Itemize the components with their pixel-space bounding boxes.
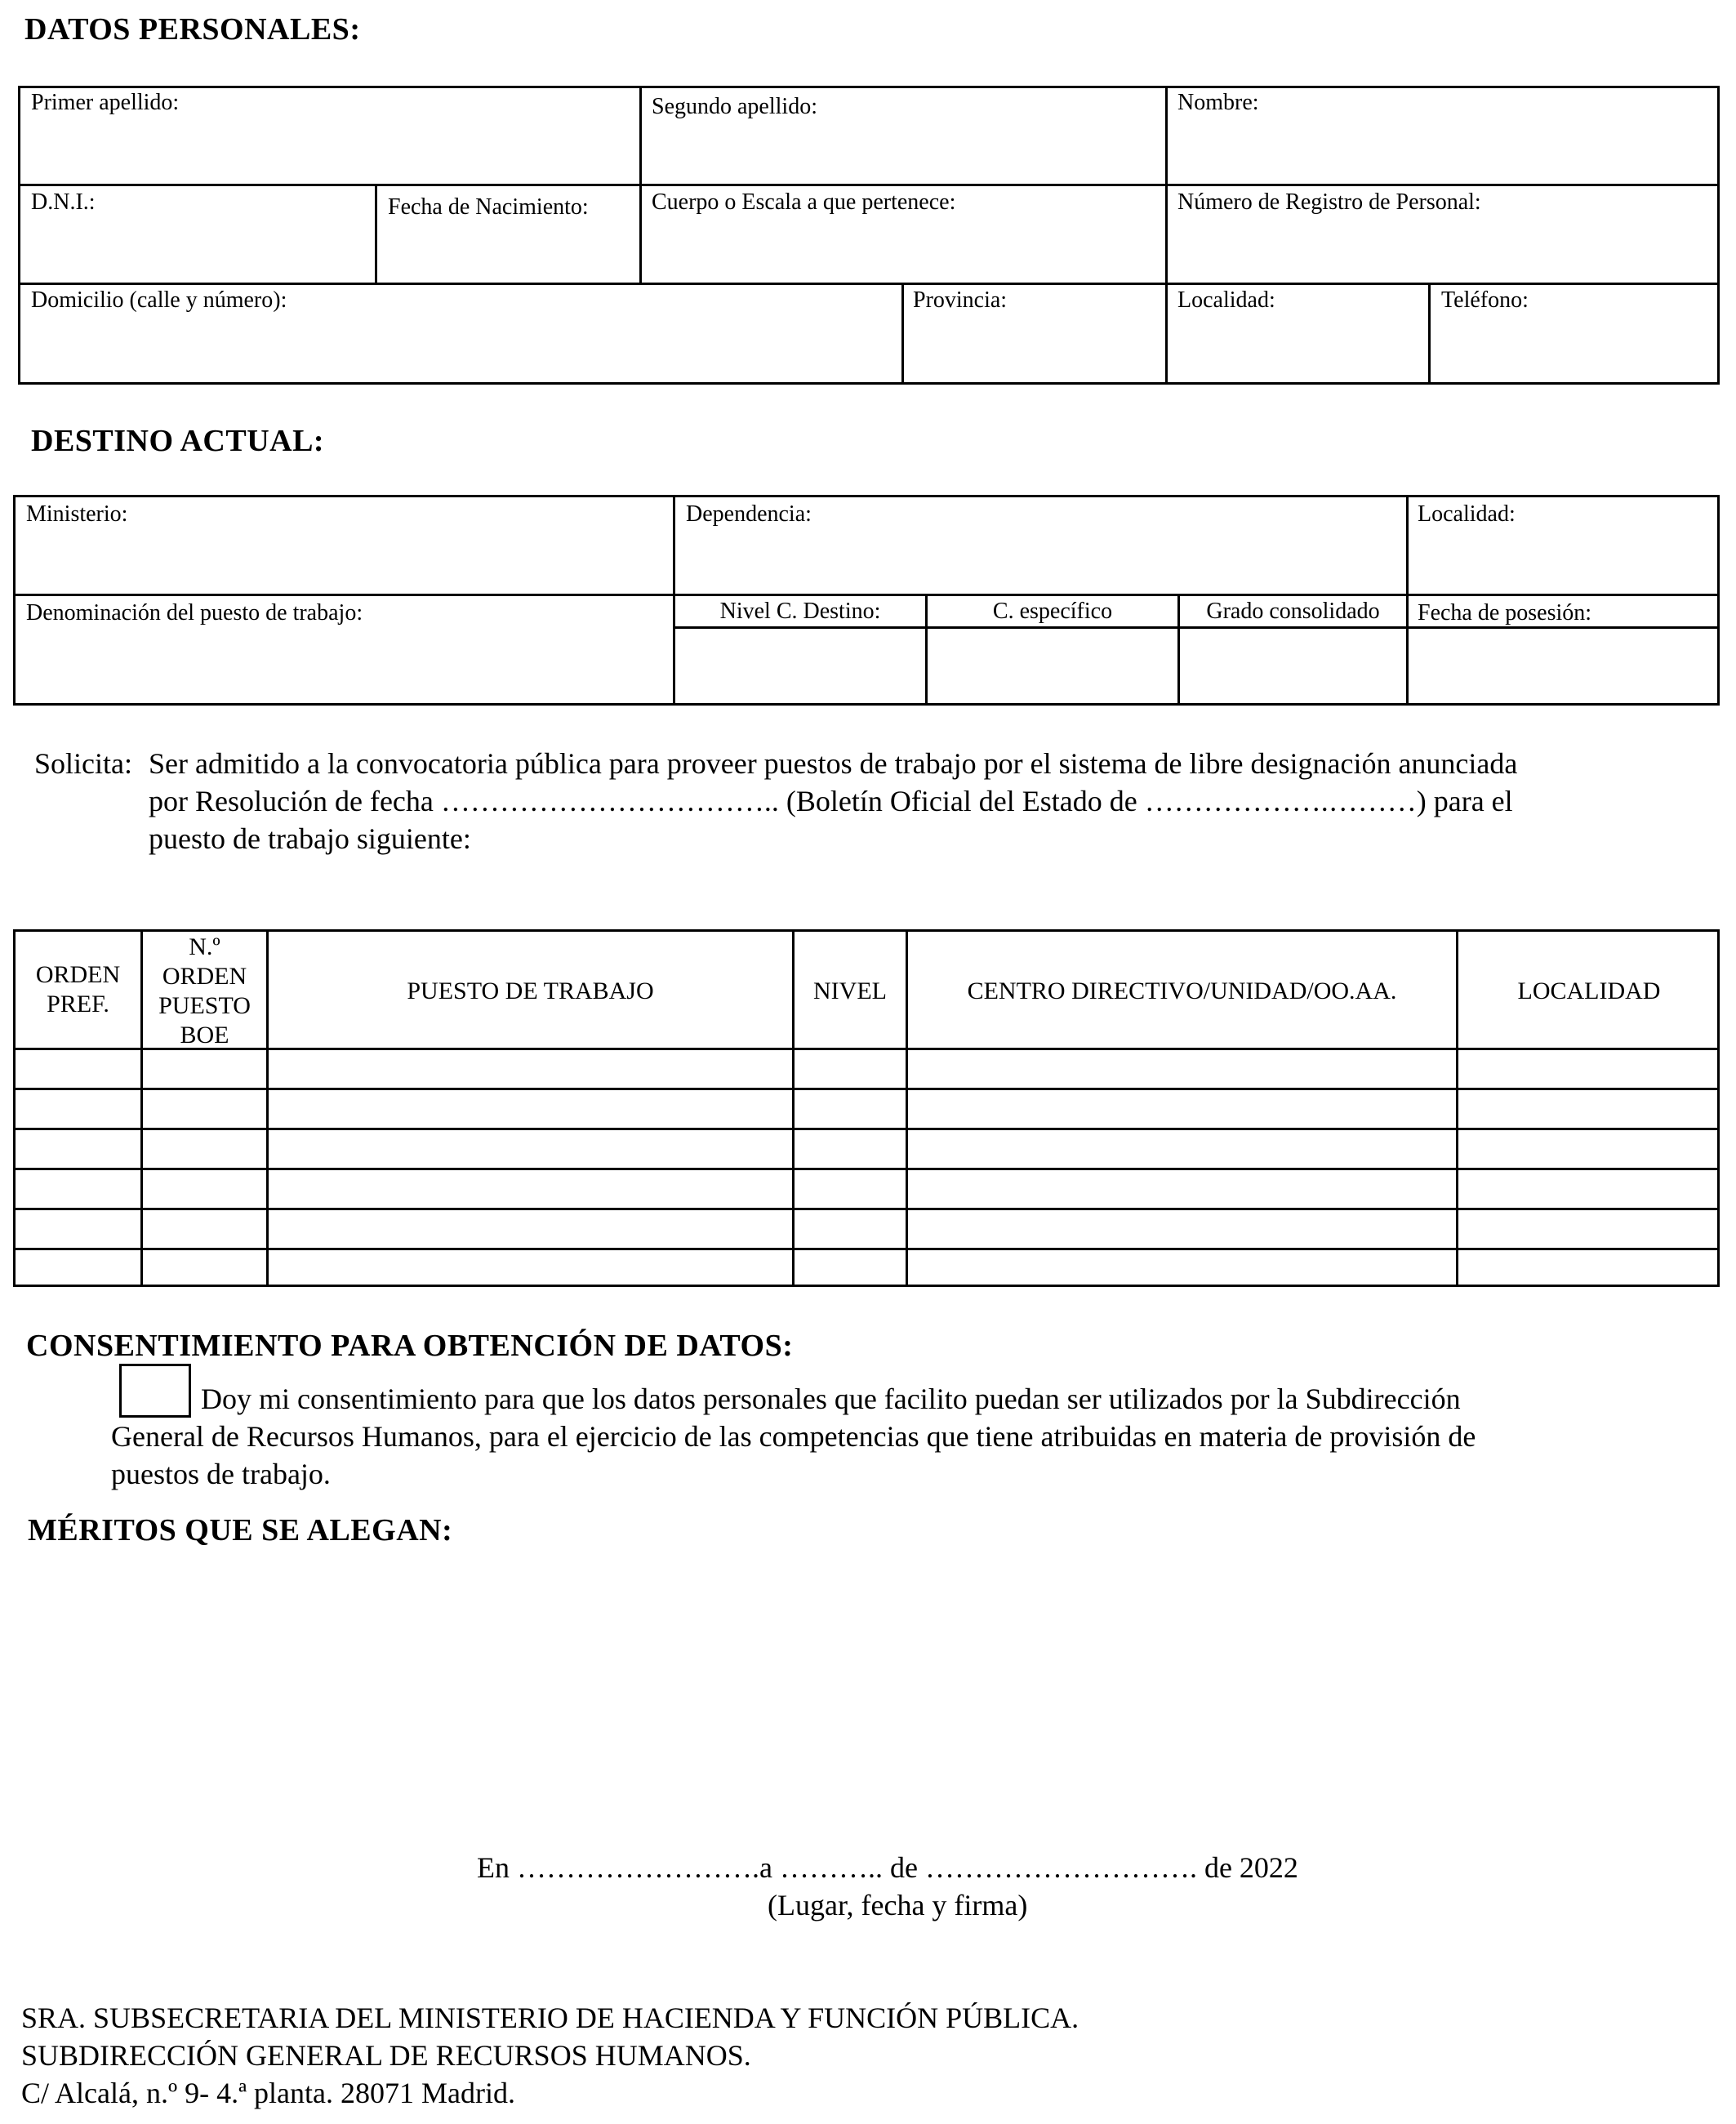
telefono-field[interactable]: Teléfono: [1441,287,1529,313]
cuerpo-escala-field[interactable]: Cuerpo o Escala a que pertenece: [652,189,956,215]
segundo-apellido-field[interactable]: Segundo apellido: [652,94,817,119]
meritos-heading: MÉRITOS QUE SE ALEGAN: [28,1513,453,1547]
col-divider [1428,283,1431,385]
destinatario-line-3: C/ Alcalá, n.º 9- 4.ª planta. 28071 Madrid. [21,2077,515,2109]
consentimiento-heading: CONSENTIMIENTO PARA OBTENCIÓN DE DATOS: [26,1329,794,1363]
solicita-label: Solicita: [34,747,132,780]
solicita-line-3: puesto de trabajo siguiente: [149,822,471,855]
header-orden-pref-part: ORDEN [35,961,121,988]
destino-actual-heading: DESTINO ACTUAL: [31,424,325,458]
header-localidad: LOCALIDAD [1517,977,1661,1004]
header-centro: CENTRO DIRECTIVO/UNIDAD/OO.AA. [967,977,1397,1004]
row-divider [18,184,1720,186]
col-divider [375,184,377,283]
firma-line: En …………………….a ……….. de ………………………. de 2022 [477,1851,1298,1884]
fecha-posesion-field[interactable]: Fecha de posesión: [1418,600,1592,626]
solicita-line-2: por Resolución de fecha …………………………….. (Boletín Oficial del Estado de ……………….………) para el [149,785,1513,817]
header-orden-pref-part: PREF. [47,991,109,1017]
header-puesto: PUESTO [158,992,251,1019]
firma-caption: (Lugar, fecha y firma) [768,1889,1028,1921]
table-row[interactable] [13,1168,1720,1170]
c-especifico-field[interactable]: C. específico [992,599,1113,624]
header-orden-pref [16,960,140,1019]
meritos-area[interactable] [28,1560,1710,1829]
nivel-destino-field[interactable]: Nivel C. Destino: [719,599,881,624]
denominacion-field[interactable]: Denominación del puesto de trabajo: [26,600,363,626]
table-row[interactable] [13,1248,1720,1250]
table-row[interactable] [13,1128,1720,1130]
grado-consolidado-field[interactable]: Grado consolidado [1206,599,1380,624]
consentimiento-checkbox[interactable] [119,1364,191,1418]
col-divider [639,86,642,283]
header-divider [13,1048,1720,1050]
localidad-field[interactable]: Localidad: [1177,287,1275,313]
ministerio-field[interactable]: Ministerio: [26,501,128,527]
consentimiento-line-1: Doy mi consentimiento para que los datos personales que facilito puedan ser utilizados por la Subdirección [201,1383,1461,1415]
dni-field[interactable]: D.N.I.: [31,189,96,215]
datos-personales-heading: DATOS PERSONALES: [24,12,361,47]
destinatario-line-2: SUBDIRECCIÓN GENERAL DE RECURSOS HUMANOS. [21,2039,751,2072]
dependencia-field[interactable]: Dependencia: [686,501,812,527]
row-divider [18,283,1720,285]
nombre-field[interactable]: Nombre: [1177,90,1259,115]
provincia-field[interactable]: Provincia: [913,287,1008,313]
col-divider [901,283,904,385]
table-row[interactable] [13,1088,1720,1090]
header-orden: ORDEN [162,963,247,990]
fecha-nacimiento-field[interactable]: Fecha de Nacimiento: [388,194,589,220]
destinatario-line-1: SRA. SUBSECRETARIA DEL MINISTERIO DE HACIENDA Y FUNCIÓN PÚBLICA. [21,2002,1079,2034]
col-divider [1165,86,1168,385]
datos-personales-frame [18,86,1720,385]
table-row[interactable] [13,1208,1720,1210]
row-divider [13,594,1720,596]
consentimiento-line-2: General de Recursos Humanos, para el ejercicio de las competencias que tiene atribuidas en materia de provisión de [111,1420,1476,1453]
solicita-line-1: Ser admitido a la convocatoria pública para proveer puestos de trabajo por el sistema de libre designación anunciada [149,747,1518,780]
row-divider [674,626,1720,629]
header-n: N.º [189,933,220,960]
consentimiento-line-3: puestos de trabajo. [111,1458,331,1490]
header-puesto-trabajo: PUESTO DE TRABAJO [407,977,654,1004]
col-divider [1406,495,1409,706]
header-nivel: NIVEL [813,977,887,1004]
localidad-destino-field[interactable]: Localidad: [1418,501,1516,527]
header-boe: BOE [180,1022,229,1049]
numero-registro-field[interactable]: Número de Registro de Personal: [1177,189,1481,215]
domicilio-field[interactable]: Domicilio (calle y número): [31,287,287,313]
primer-apellido-field[interactable]: Primer apellido: [31,90,180,115]
